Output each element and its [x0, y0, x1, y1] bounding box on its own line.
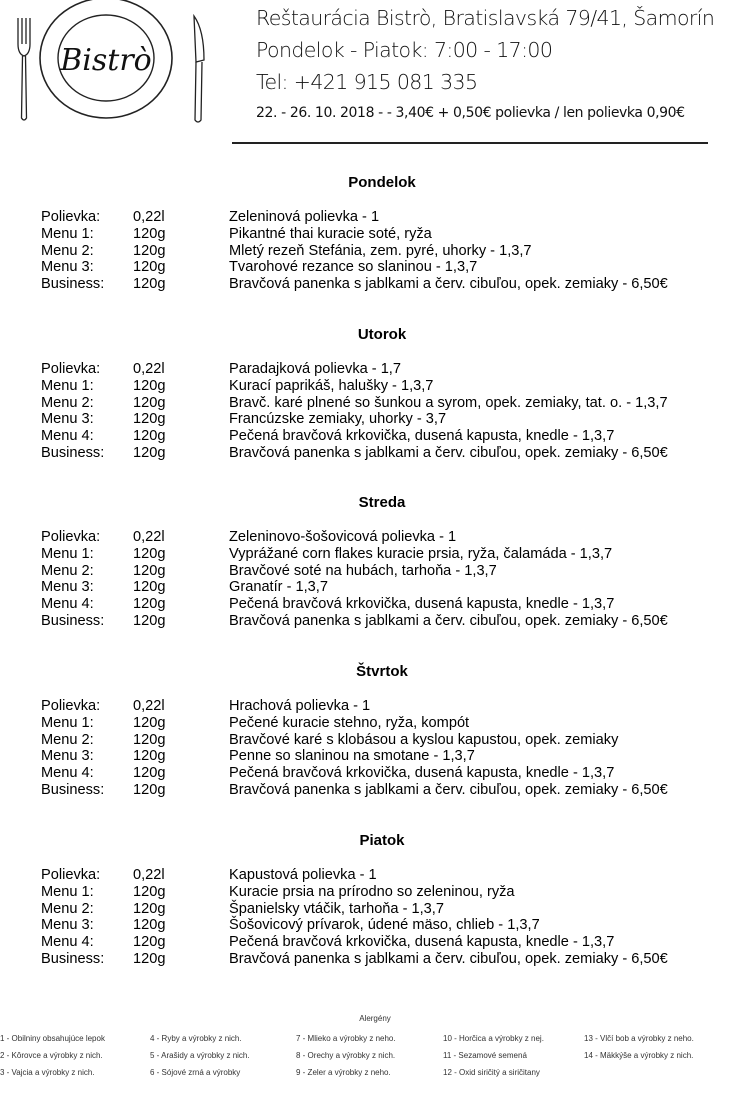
menu-label: Polievka:	[41, 529, 101, 545]
menu-row	[0, 782, 740, 799]
menu-dish: Bravčová panenka s jablkami a červ. cibuľou, opek. zemiaky - 6,50€	[229, 950, 668, 967]
menu-quantity: 120g	[133, 242, 166, 259]
menu-row	[0, 951, 740, 968]
allergen-item: 12 - Oxid siričitý a siričitany	[443, 1068, 540, 1077]
menu-label: Menu 3:	[41, 411, 94, 428]
menu-dish: Kurací paprikáš, halušky - 1,3,7	[229, 377, 434, 394]
restaurant-info	[256, 2, 736, 121]
allergen-item: 7 - Mlieko a výrobky z neho.	[296, 1034, 396, 1043]
menu-quantity: 120g	[133, 377, 166, 394]
menu-quantity: 120g	[133, 765, 166, 782]
day-title: Pondelok	[348, 174, 416, 191]
menu-quantity: 120g	[133, 731, 166, 748]
menu-quantity: 120g	[133, 917, 166, 934]
day-section-piatok	[0, 832, 740, 968]
menu-row	[0, 579, 740, 596]
menu-quantity: 120g	[133, 950, 166, 967]
menu-row	[0, 901, 740, 918]
menu-label: Menu 3:	[41, 748, 94, 765]
menu-row	[0, 529, 740, 546]
menu-row	[0, 613, 740, 630]
allergen-item: 9 - Zeler a výrobky z neho.	[296, 1068, 391, 1077]
menu-dish: Kuracie prsia na prírodno so zeleninou, ryža	[229, 883, 515, 900]
menu-dish: Bravčová panenka s jablkami a červ. cibuľou, opek. zemiaky - 6,50€	[229, 612, 668, 629]
menu-dish: Hrachová polievka - 1	[229, 698, 371, 714]
menu-dish: Pečené kuracie stehno, ryža, kompót	[229, 714, 470, 731]
menu-row	[0, 732, 740, 749]
menu-quantity: 120g	[133, 276, 166, 293]
menu-quantity: 0,22l	[133, 867, 165, 883]
header-divider	[232, 142, 708, 144]
menu-quantity: 120g	[133, 225, 166, 242]
menu-dish: Pečená bravčová krkovička, dusená kapusta, knedle - 1,3,7	[229, 934, 615, 951]
menu-label: Menu 2:	[41, 394, 94, 411]
menu-quantity: 120g	[133, 394, 166, 411]
menu-quantity: 120g	[133, 428, 166, 445]
allergens-title: Alergény	[359, 1014, 391, 1023]
menu-label: Menu 1:	[41, 714, 94, 731]
allergen-item: 5 - Arašidy a výrobky z nich.	[150, 1051, 250, 1060]
day-title: Streda	[358, 494, 406, 511]
menu-quantity: 120g	[133, 444, 166, 461]
menu-quantity: 120g	[133, 748, 166, 765]
menu-row	[0, 934, 740, 951]
menu-dish: Paradajková polievka - 1,7	[229, 361, 401, 377]
allergen-item: 13 - Vlčí bob a výrobky z neho.	[584, 1034, 694, 1043]
menu-quantity: 0,22l	[133, 209, 165, 225]
menu-quantity: 120g	[133, 259, 166, 276]
menu-row	[0, 395, 740, 412]
menu-dish: Pečená bravčová krkovička, dusená kapusta, knedle - 1,3,7	[229, 428, 615, 445]
allergen-item: 6 - Sójové zrná a výrobky	[150, 1068, 241, 1077]
menu-label: Menu 1:	[41, 883, 94, 900]
menu-quantity: 120g	[133, 562, 166, 579]
menu-quantity: 120g	[133, 596, 166, 613]
allergen-item: 4 - Ryby a výrobky z nich.	[150, 1034, 242, 1043]
menu-dish: Tvarohové rezance so slaninou - 1,3,7	[229, 259, 478, 276]
menu-dish: Kapustová polievka - 1	[229, 867, 377, 883]
address: Reštaurácia Bistrò, Bratislavská 79/41, Šamorín	[256, 6, 715, 30]
menu-row	[0, 411, 740, 428]
menu-row	[0, 276, 740, 293]
menu-dish: Bravčové karé s klobásou a kyslou kapustou, opek. zemiaky	[229, 731, 619, 748]
menu-dish: Penne so slaninou na smotane - 1,3,7	[229, 748, 475, 765]
menu-label: Menu 3:	[41, 917, 94, 934]
menu-row	[0, 209, 740, 226]
menu-label: Polievka:	[41, 361, 101, 377]
menu-quantity: 0,22l	[133, 361, 165, 377]
day-section-stvrtok	[0, 663, 740, 799]
menu-row	[0, 226, 740, 243]
plate-cutlery-logo-icon	[8, 0, 218, 130]
allergens-grid	[0, 1034, 740, 1094]
menu-quantity: 120g	[133, 900, 166, 917]
menu-label: Polievka:	[41, 209, 101, 225]
menu-label: Menu 4:	[41, 934, 94, 951]
menu-dish: Zeleninovo-šošovicová polievka - 1	[229, 529, 457, 545]
menu-label: Menu 1:	[41, 377, 94, 394]
menu-label: Menu 2:	[41, 562, 94, 579]
menu-row	[0, 698, 740, 715]
menu-row	[0, 748, 740, 765]
menu-dish: Bravčová panenka s jablkami a červ. cibuľou, opek. zemiaky - 6,50€	[229, 276, 668, 293]
menu-label: Menu 2:	[41, 242, 94, 259]
menu-row	[0, 243, 740, 260]
dates-prices: 22. - 26. 10. 2018 - - 3,40€ + 0,50€ polievka / len polievka 0,90€	[256, 105, 685, 121]
menu-quantity: 0,22l	[133, 698, 165, 714]
menu-quantity: 120g	[133, 883, 166, 900]
menu-row	[0, 259, 740, 276]
menu-label: Business:	[41, 276, 105, 293]
day-title: Štvrtok	[356, 663, 408, 680]
menu-row	[0, 884, 740, 901]
menu-quantity: 120g	[133, 579, 166, 596]
menu-quantity: 120g	[133, 781, 166, 798]
menu-row	[0, 546, 740, 563]
bistro-logo	[8, 0, 218, 130]
menu-quantity: 0,22l	[133, 529, 165, 545]
menu-label: Menu 3:	[41, 579, 94, 596]
allergen-item: 14 - Mäkkýše a výrobky z nich.	[584, 1051, 694, 1060]
day-section-pondelok	[0, 174, 740, 293]
menu-quantity: 120g	[133, 934, 166, 951]
day-section-streda	[0, 494, 740, 630]
menu-header	[0, 0, 740, 150]
menu-label: Polievka:	[41, 867, 101, 883]
menu-row	[0, 596, 740, 613]
menu-quantity: 120g	[133, 545, 166, 562]
menu-dish: Španielsky vtáčik, tarhoňa - 1,3,7	[229, 900, 444, 917]
menu-dish: Pečená bravčová krkovička, dusená kapusta, knedle - 1,3,7	[229, 596, 615, 613]
menu-dish: Vyprážané corn flakes kuracie prsia, ryža, čalamáda - 1,3,7	[229, 545, 613, 562]
phone: Tel: +421 915 081 335	[256, 70, 478, 94]
menu-label: Business:	[41, 950, 105, 967]
menu-quantity: 120g	[133, 411, 166, 428]
menu-row	[0, 563, 740, 580]
menu-label: Menu 3:	[41, 259, 94, 276]
menu-row	[0, 917, 740, 934]
menu-row	[0, 715, 740, 732]
menu-label: Menu 2:	[41, 731, 94, 748]
menu-label: Business:	[41, 444, 105, 461]
menu-dish: Bravč. karé plnené so šunkou a syrom, opek. zemiaky, tat. o. - 1,3,7	[229, 394, 668, 411]
allergens-legend	[0, 1014, 740, 1094]
menu-dish: Pečená bravčová krkovička, dusená kapusta, knedle - 1,3,7	[229, 765, 615, 782]
menu-dish: Bravčové soté na hubách, tarhoňa - 1,3,7	[229, 562, 497, 579]
menu-quantity: 120g	[133, 714, 166, 731]
menu-label: Business:	[41, 612, 105, 629]
menu-label: Menu 4:	[41, 596, 94, 613]
allergen-item: 3 - Vajcia a výrobky z nich.	[0, 1068, 95, 1077]
menu-label: Menu 4:	[41, 428, 94, 445]
menu-row	[0, 361, 740, 378]
menu-dish: Granatír - 1,3,7	[229, 579, 328, 596]
allergen-item: 10 - Horčica a výrobky z nej.	[443, 1034, 544, 1043]
menu-dish: Pikantné thai kuracie soté, ryža	[229, 225, 432, 242]
allergen-item: 8 - Orechy a výrobky z nich.	[296, 1051, 396, 1060]
allergen-item: 1 - Obilniny obsahujúce lepok	[0, 1034, 105, 1043]
day-title: Utorok	[357, 326, 407, 343]
allergen-item: 2 - Kôrovce a výrobky z nich.	[0, 1051, 103, 1060]
opening-hours: Pondelok - Piatok: 7:00 - 17:00	[256, 38, 553, 62]
logo-text: Bistrò	[60, 43, 152, 78]
menu-label: Menu 1:	[41, 545, 94, 562]
menu-quantity: 120g	[133, 612, 166, 629]
menu-row	[0, 445, 740, 462]
menu-label: Menu 1:	[41, 225, 94, 242]
menu-dish: Francúzske zemiaky, uhorky - 3,7	[229, 411, 447, 428]
menu-dish: Zeleninová polievka - 1	[229, 209, 380, 225]
menu-label: Menu 2:	[41, 900, 94, 917]
menu-label: Polievka:	[41, 698, 101, 714]
day-section-utorok	[0, 326, 740, 462]
menu-row	[0, 867, 740, 884]
allergen-item: 11 - Sezamové semená	[443, 1051, 527, 1060]
menu-row	[0, 765, 740, 782]
day-title: Piatok	[359, 832, 405, 849]
menu-dish: Bravčová panenka s jablkami a červ. cibuľou, opek. zemiaky - 6,50€	[229, 444, 668, 461]
menu-dish: Bravčová panenka s jablkami a červ. cibuľou, opek. zemiaky - 6,50€	[229, 781, 668, 798]
menu-label: Menu 4:	[41, 765, 94, 782]
menu-dish: Šošovicový prívarok, údené mäso, chlieb - 1,3,7	[229, 917, 540, 934]
menu-row	[0, 428, 740, 445]
menu-dish: Mletý rezeň Stefánia, zem. pyré, uhorky - 1,3,7	[229, 242, 532, 259]
menu-label: Business:	[41, 781, 105, 798]
menu-row	[0, 378, 740, 395]
